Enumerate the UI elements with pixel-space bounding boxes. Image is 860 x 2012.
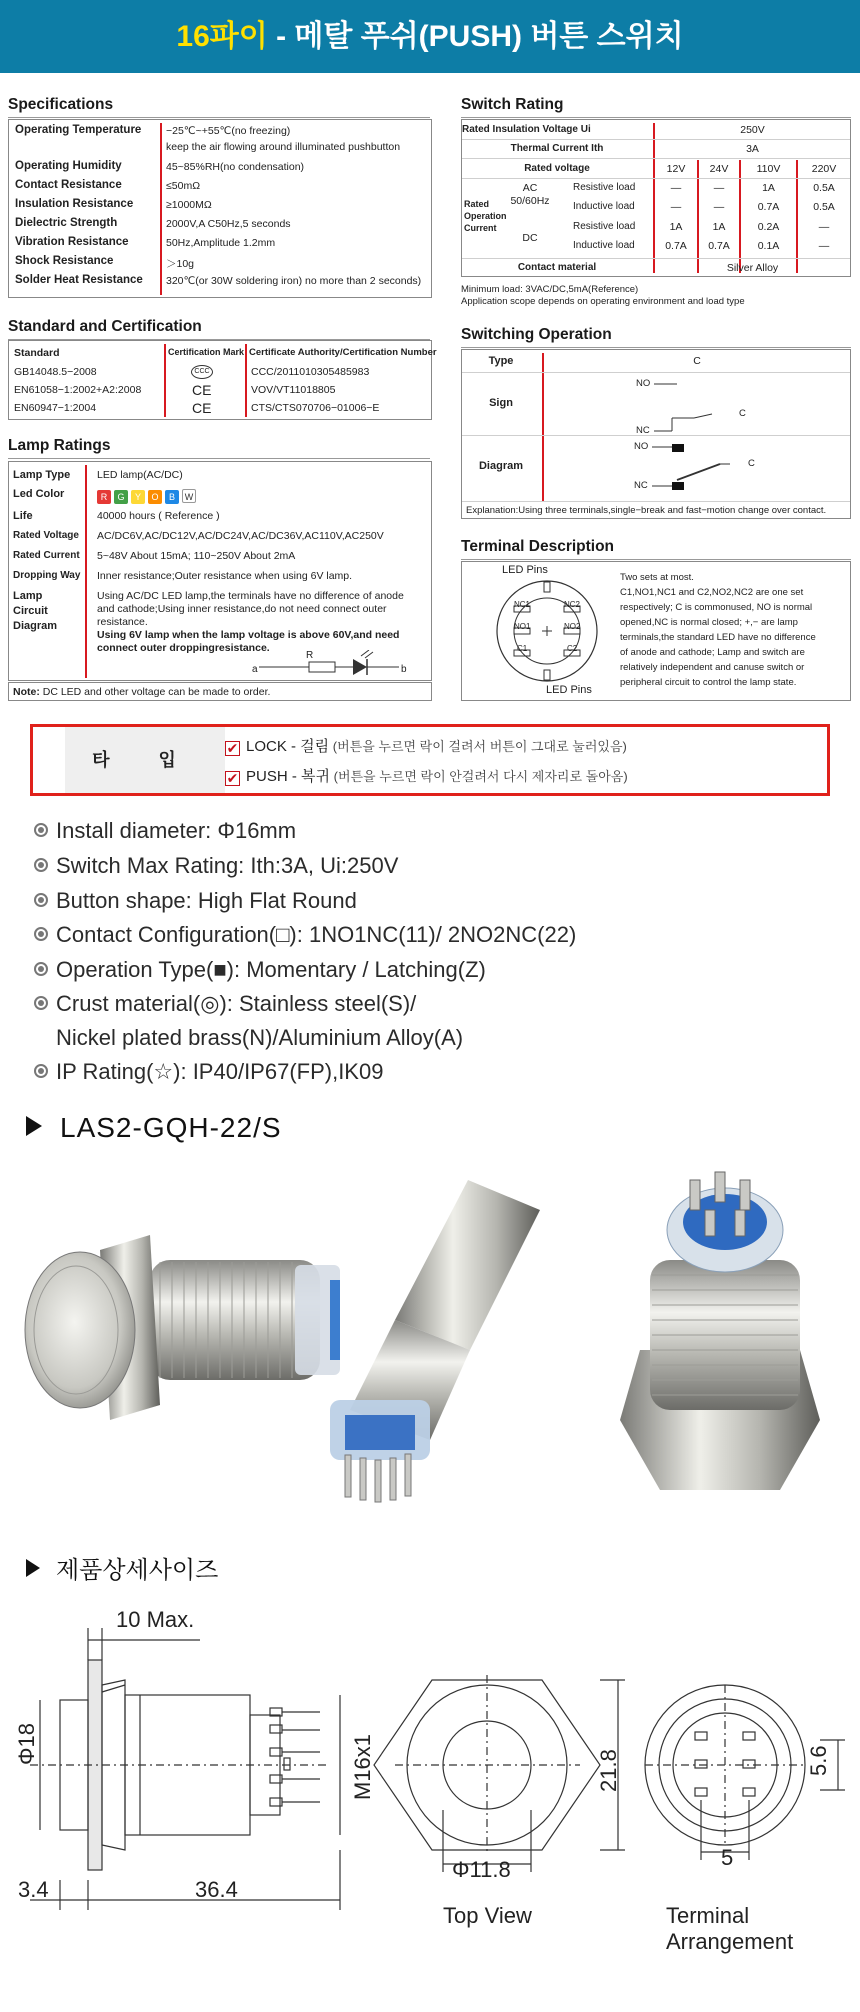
terminal-desc-line: respectively; C is commonused, NO is normal — [620, 602, 813, 613]
thermal-label: Thermal Current Ith — [510, 143, 604, 154]
model-name: LAS2-GQH-22/S — [60, 1112, 282, 1143]
voltage-col: 24V — [709, 163, 729, 175]
rating-cell: 0.5A — [813, 182, 835, 194]
switch-footnote: Minimum load: 3VAC/DC,5mA(Reference) — [461, 284, 639, 295]
dropping-value: Inner resistance;Outer resistance when using 6V lamp. — [97, 570, 353, 582]
dim-218: 21.8 — [596, 1749, 621, 1792]
switching-explanation: Explanation:Using three terminals,single−break and fast−motion change over contact. — [466, 505, 827, 516]
diagram-b: b — [401, 664, 407, 675]
terminal-desc-line: opened,NC is normal closed; +,− are lamp — [620, 617, 798, 628]
terminal-desc-line: C1,NO1,NC1 and C2,NO2,NC2 are one set — [620, 587, 804, 598]
circuit-label: Circuit — [13, 605, 48, 617]
life-value: 40000 hours ( Reference ) — [97, 510, 220, 522]
feature-item — [34, 888, 357, 914]
led-color-swatch: B — [165, 490, 179, 504]
standard-row-num: VOV/VT11018805 — [251, 384, 336, 396]
pin-label: C2 — [567, 644, 578, 653]
terminal-box — [461, 561, 851, 701]
led-color-swatches — [97, 487, 199, 505]
contact-label: Contact material — [517, 262, 597, 273]
bullet-icon — [34, 893, 48, 907]
spec-label: Solder Heat Resistance — [15, 274, 143, 286]
terminal-pin-diagram — [492, 576, 602, 686]
rating-cell: — — [670, 182, 682, 194]
bullet-icon — [34, 927, 48, 941]
bullet-icon — [34, 823, 48, 837]
voltage-col: 12V — [666, 163, 686, 175]
thermal-value: 3A — [746, 143, 759, 155]
rating-cell: — — [713, 201, 725, 213]
product-photo-side — [25, 1235, 340, 1420]
standard-header-mark: Certification Mark — [168, 347, 245, 357]
terminal-desc-line: terminals,the standard LED have no difference — [620, 632, 816, 643]
feature-text: Operation Type(■): Momentary / Latching(Z) — [56, 957, 486, 982]
specs-title: Specifications — [8, 96, 430, 118]
led-color-label: Led Color — [13, 488, 65, 500]
pin-label: NO2 — [564, 622, 581, 631]
terminal-desc-line: relatively independent and canuse switch or — [620, 662, 805, 673]
terminal-desc-line: of anode and cathode; Lamp and switch are — [620, 647, 805, 658]
rated-insulation-value: 250V — [740, 124, 765, 136]
dim-phi118: Φ11.8 — [452, 1857, 511, 1882]
spec-value: 2000V,A C50Hz,5 seconds — [166, 218, 291, 230]
diagram-label: Diagram — [478, 460, 524, 472]
voltage-col: 110V — [756, 163, 781, 175]
led-pins-label: LED Pins — [502, 564, 548, 576]
bullet-icon — [34, 1064, 48, 1078]
circuit-label: Diagram — [13, 620, 58, 632]
lamp-circuit-diagram — [249, 650, 419, 678]
dc-resistive-label: Resistive load — [573, 221, 636, 232]
dim-364: 36.4 — [195, 1877, 238, 1902]
spec-label: Contact Resistance — [15, 179, 122, 191]
spec-value: 50Hz,Amplitude 1.2mm — [166, 237, 276, 249]
type-box-label: 타 입 — [65, 727, 225, 793]
lock-label: LOCK - 걸림 — [246, 738, 330, 755]
circuit-bold: connect outer droppingresistance. — [97, 642, 270, 654]
spec-value: 45~85%RH(no condensation) — [166, 161, 305, 173]
feature-text: Contact Configuration(□): 1NO1NC(11)/ 2NO2NC(22) — [56, 922, 577, 947]
detail-title: 제품상세사이즈 — [56, 1557, 219, 1584]
feature-item — [34, 1059, 383, 1085]
terminal-arrangement-label: Arrangement — [666, 1929, 794, 1954]
note-label: Note: — [13, 686, 40, 698]
diagram-a: a — [252, 664, 258, 675]
banner-highlight: 16파이 — [176, 20, 268, 53]
switch-footnote: Application scope depends on operating environment and load type — [461, 296, 745, 307]
feature-text: Nickel plated brass(N)/Aluminium Alloy(A) — [56, 1025, 464, 1050]
push-option[interactable] — [225, 765, 628, 786]
top-view-label: Top View — [443, 1903, 532, 1928]
feature-text: Switch Max Rating: Ith:3A, Ui:250V — [56, 853, 399, 878]
rated-current-value: 5~48V About 15mA; 110~250V About 2mA — [97, 550, 296, 562]
specs-box — [8, 119, 432, 298]
ac-inductive-label: Inductive load — [573, 201, 635, 212]
model-heading — [26, 1112, 282, 1144]
standard-header-std: Standard — [14, 347, 60, 359]
diagram-no: NO — [634, 441, 649, 452]
dimension-drawing — [0, 1600, 860, 1930]
rating-cell: 0.7A — [708, 240, 730, 252]
led-color-swatch: Y — [131, 490, 145, 504]
switch-rating-title: Switch Rating — [461, 96, 851, 118]
rating-cell: 0.1A — [757, 240, 780, 252]
feature-item — [34, 957, 486, 983]
push-note: (버튼을 누르면 락이 안걸려서 다시 제자리로 돌아옴) — [330, 769, 628, 784]
rated-insulation-label: Rated Insulation Voltage Ui — [462, 124, 591, 135]
lamp-type-value: LED lamp(AC/DC) — [97, 469, 183, 481]
spec-value: 320℃(or 30W soldering iron) no more than 2 seconds) — [166, 275, 422, 287]
dim-34: 3.4 — [18, 1877, 49, 1902]
standard-row-num: CCC/2011010305485983 — [251, 366, 370, 378]
bullet-icon — [34, 996, 48, 1010]
dim-max: 10 Max. — [116, 1607, 195, 1632]
bullet-icon — [34, 962, 48, 976]
contact-value: Silver Alloy — [726, 262, 779, 274]
lamp-type-label: Lamp Type — [13, 469, 71, 481]
led-color-swatch: W — [182, 489, 196, 503]
diagram-c: C — [748, 458, 755, 469]
type-label: Type — [488, 355, 514, 367]
feature-text: Install diameter: Φ16mm — [56, 818, 297, 843]
circuit-text: and cathode;Using inner resistance,do not need connect outer — [97, 603, 387, 615]
triangle-icon — [26, 1559, 40, 1577]
circuit-text: resistance. — [97, 616, 148, 628]
page-banner — [0, 0, 860, 73]
standard-box — [8, 340, 437, 420]
sign-c: C — [739, 408, 746, 419]
banner-title: - 메탈 푸쉬(PUSH) 버튼 스위치 — [267, 20, 684, 53]
product-photos — [0, 1150, 860, 1530]
standard-row-std: EN61058−1:2002+A2:2008 — [14, 384, 142, 396]
rated-current-label: Rated Current — [13, 550, 80, 561]
product-photo-rear — [330, 1180, 540, 1502]
triangle-icon — [26, 1116, 42, 1136]
dim-56: 5.6 — [806, 1745, 831, 1776]
feature-item — [34, 853, 398, 879]
circuit-text: Using AC/DC LED lamp,the terminals have no difference of anode — [97, 590, 404, 602]
pin-label: C1 — [517, 644, 528, 653]
diagram-r: R — [306, 650, 314, 661]
detail-heading — [26, 1550, 218, 1585]
feature-text: Button shape: High Flat Round — [56, 888, 357, 913]
led-color-swatch: O — [148, 490, 162, 504]
rating-cell: 0.7A — [665, 240, 687, 252]
type-box — [30, 724, 830, 796]
rating-cell: — — [670, 201, 682, 213]
rating-cell: 0.2A — [757, 221, 780, 233]
ac-label: AC 50/60Hz — [510, 182, 550, 207]
diagram-nc: NC — [634, 480, 648, 491]
terminal-title: Terminal Description — [461, 538, 851, 560]
rated-op-current-label: Rated Operation Current — [464, 199, 507, 233]
rating-cell: — — [818, 240, 830, 252]
spec-label: Vibration Resistance — [15, 236, 129, 248]
spec-label: Shock Resistance — [15, 255, 114, 267]
spec-label: Operating Temperature — [15, 124, 142, 136]
ac-resistive-label: Resistive load — [573, 182, 636, 193]
feature-text: Crust material(◎): Stainless steel(S)/ — [56, 991, 417, 1016]
dim-m16: M16x1 — [350, 1733, 375, 1800]
terminal-desc-line: peripheral circuit to control the lamp state. — [620, 677, 797, 688]
spec-label: Operating Humidity — [15, 160, 122, 172]
spec-value: ＞10g — [166, 258, 195, 270]
dc-inductive-label: Inductive load — [573, 240, 635, 251]
rating-cell: 1A — [712, 221, 726, 233]
feature-text: IP Rating(☆): IP40/IP67(FP),IK09 — [56, 1059, 384, 1084]
product-photo-back — [620, 1172, 820, 1490]
switching-box — [461, 349, 851, 519]
note-text: DC LED and other voltage can be made to order. — [39, 686, 271, 698]
type-value: C — [693, 355, 701, 367]
terminal-arrangement-label: Terminal — [666, 1903, 750, 1928]
circuit-bold: Using 6V lamp when the lamp voltage is above 60V,and need — [97, 629, 400, 641]
feature-item — [34, 991, 416, 1017]
rating-cell: — — [713, 182, 725, 194]
checkbox-checked-icon[interactable]: ✔ — [226, 740, 239, 756]
sign-label: Sign — [489, 397, 513, 409]
bullet-icon — [34, 858, 48, 872]
push-label: PUSH - 복귀 — [246, 768, 330, 785]
dim-phi18: Φ18 — [14, 1722, 39, 1765]
voltage-col: 220V — [811, 163, 837, 175]
standard-row-std: EN60947−1:2004 — [14, 402, 97, 414]
ce-mark-icon: CE — [192, 382, 212, 398]
spec-value: keep the air flowing around illuminated pushbutton — [166, 141, 401, 153]
feature-item — [56, 1025, 463, 1051]
pin-label: NO1 — [514, 622, 531, 631]
switch-rating-box — [461, 119, 851, 277]
standard-row-num: CTS/CTS070706−01006−E — [251, 402, 380, 414]
rating-cell: 0.7A — [757, 201, 780, 213]
spec-label: Insulation Resistance — [15, 198, 134, 210]
dim-5: 5 — [721, 1845, 734, 1870]
dropping-label: Dropping Way — [13, 570, 81, 581]
rating-cell: 1A — [762, 182, 775, 194]
lamp-title: Lamp Ratings — [8, 437, 430, 459]
circuit-label: Lamp — [13, 590, 43, 602]
spec-value: −25℃~+55℃(no freezing) — [166, 125, 291, 137]
pin-label: NC2 — [564, 600, 581, 609]
feature-item — [34, 818, 296, 844]
standard-title: Standard and Certification — [8, 318, 430, 340]
led-color-swatch: G — [114, 490, 128, 504]
led-color-swatch: R — [97, 490, 111, 504]
sign-nc: NC — [636, 425, 650, 436]
ccc-mark-icon: CCC — [191, 365, 213, 379]
led-pins-label: LED Pins — [546, 684, 592, 696]
ce-mark-icon: CE — [192, 400, 212, 416]
spec-label: Dielectric Strength — [15, 217, 118, 229]
life-label: Life — [13, 510, 33, 522]
rating-cell: 1A — [669, 221, 683, 233]
lock-option[interactable] — [225, 735, 627, 756]
checkbox-checked-icon[interactable]: ✔ — [226, 770, 239, 786]
rating-cell: 0.5A — [813, 201, 835, 213]
rated-voltage-label: Rated Voltage — [13, 530, 79, 541]
rating-cell: — — [818, 221, 830, 233]
switching-title: Switching Operation — [461, 326, 851, 348]
feature-item — [34, 922, 576, 948]
spec-value: ≥1000MΩ — [166, 199, 212, 211]
lamp-note — [8, 682, 432, 701]
lamp-box — [8, 461, 432, 681]
dc-label: DC — [522, 232, 538, 244]
rated-voltage-label: Rated voltage — [524, 163, 590, 174]
standard-header-num: Certificate Authority/Certification Number — [249, 347, 437, 358]
spec-value: ≤50mΩ — [166, 180, 201, 192]
rated-voltage-value: AC/DC6V,AC/DC12V,AC/DC24V,AC/DC36V,AC110V,AC250V — [97, 530, 384, 542]
sign-no: NO — [636, 378, 651, 389]
terminal-desc-line: Two sets at most. — [620, 572, 694, 583]
pin-label: NC1 — [514, 600, 531, 609]
lock-note: (버튼을 누르면 락이 걸려서 버튼이 그대로 눌러있음) — [329, 739, 627, 754]
standard-row-std: GB14048.5−2008 — [14, 366, 97, 378]
